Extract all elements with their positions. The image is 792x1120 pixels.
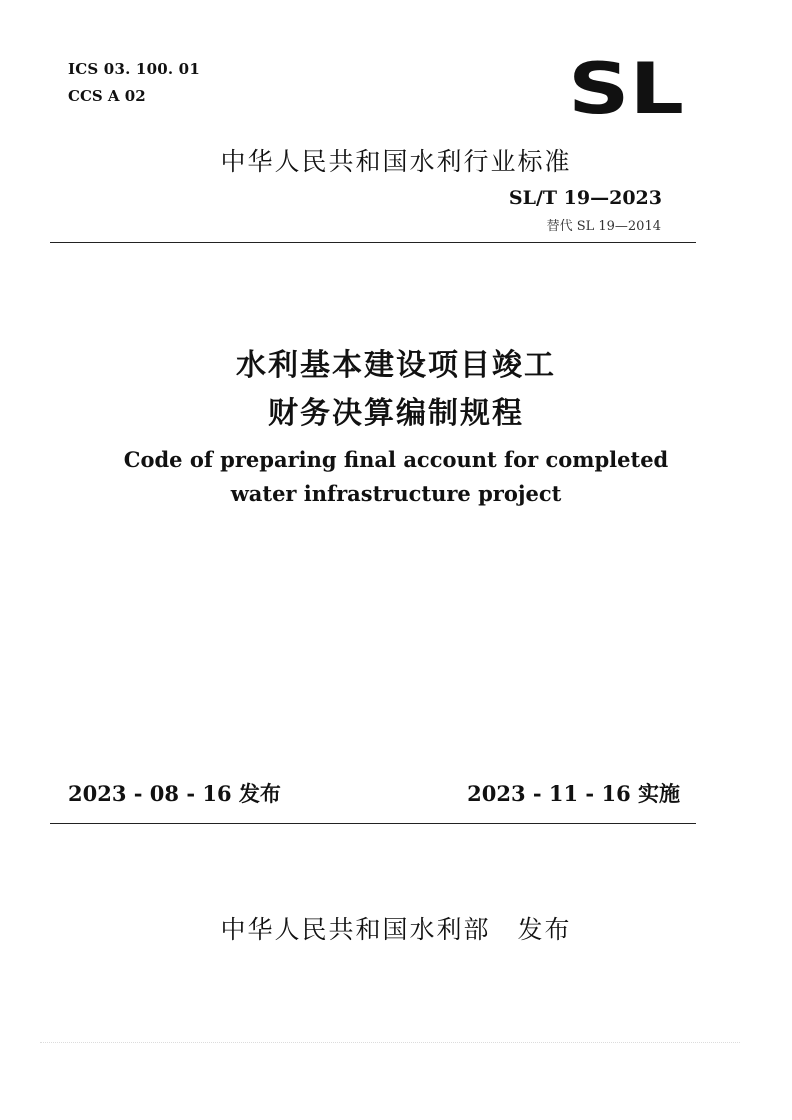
footer-divider [50,823,696,824]
title-en-line1: Code of preparing final account for completed [123,447,669,472]
sl-logo-text: SL [568,58,684,118]
title-cn-line2: 财务决算编制规程 [268,396,524,431]
sl-logo [566,58,686,118]
implement-date: 2023 - 11 - 16 实施 [467,781,680,806]
bottom-dotted-line [40,1042,740,1043]
replaces-note: 替代 SL 19—2014 [546,219,661,234]
ics-code: ICS 03. 100. 01 [68,60,200,78]
standard-number: SL/T 19—2023 [508,187,662,209]
publisher: 中华人民共和国水利部 发布 [220,915,572,944]
title-en-line2: water infrastructure project [230,481,562,506]
ccs-code: CCS A 02 [68,87,146,105]
header-divider [50,242,696,243]
issue-date: 2023 - 08 - 16 发布 [68,781,281,806]
standard-category: 中华人民共和国水利行业标准 [220,147,572,176]
title-cn-line1: 水利基本建设项目竣工 [236,348,556,383]
